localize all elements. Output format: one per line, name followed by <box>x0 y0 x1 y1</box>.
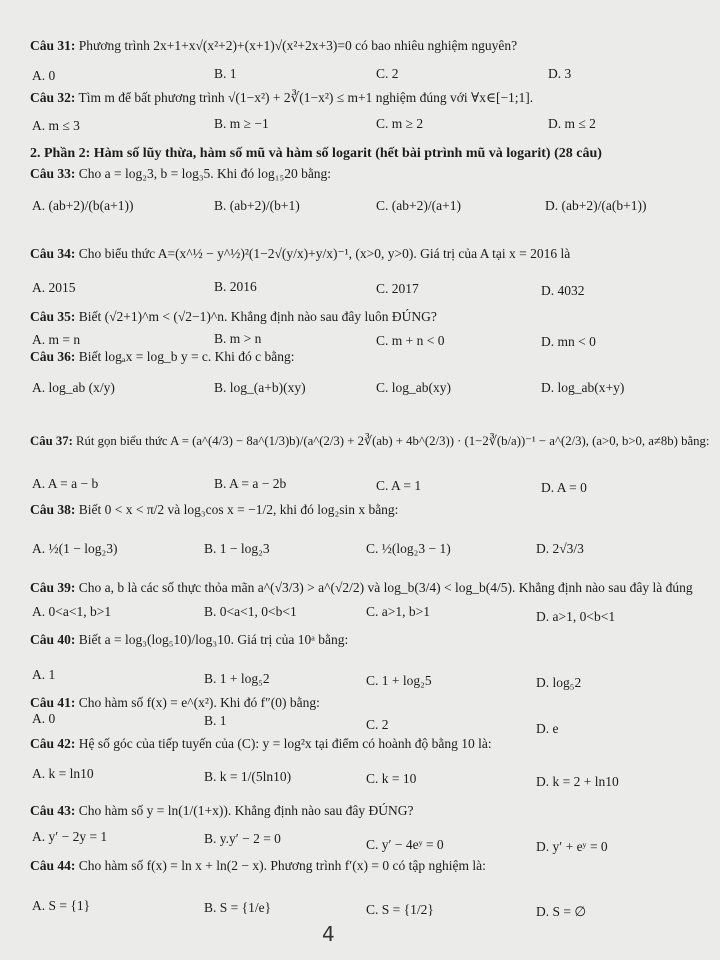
question-39: Câu 39: Cho a, b là các số thực thỏa mãn a^(√3/3) > a^(√2/2) và log_b(3/4) < log_b(4/5). Khẳng định nào sau đây là đúng <box>30 580 693 595</box>
q37-answer-b: B. A = a − 2b <box>214 476 287 491</box>
q33-answer-d: D. (ab+2)/(a(b+1)) <box>545 198 647 213</box>
q31-answer-c: C. 2 <box>376 66 399 81</box>
q31-answer-d: D. 3 <box>548 66 572 81</box>
q32-answer-d: D. m ≤ 2 <box>548 116 596 131</box>
q36-answer-c: C. log_ab(xy) <box>376 380 451 395</box>
question-31: Câu 31: Phương trình 2x+1+x√(x²+2)+(x+1)√(x²+2x+3)=0 có bao nhiêu nghiệm nguyên? <box>30 38 518 53</box>
q43-answer-a: A. y′ − 2y = 1 <box>32 829 108 844</box>
q42-answer-a: A. k = ln10 <box>32 766 94 781</box>
q35-answer-a: A. m = n <box>32 332 81 347</box>
q41-answer-d: D. e <box>536 721 559 736</box>
page-number: 4 <box>322 922 335 946</box>
q42-answer-b: B. k = 1/(5ln10) <box>204 769 292 784</box>
q44-answer-b: B. S = {1/e} <box>204 900 272 915</box>
q43-answer-b: B. y.y′ − 2 = 0 <box>204 831 281 846</box>
question-41: Câu 41: Cho hàm số f(x) = e^(x²). Khi đó f″(0) bằng: <box>30 695 320 710</box>
q34-answer-c: C. 2017 <box>376 281 419 296</box>
question-44: Câu 44: Cho hàm số f(x) = ln x + ln(2 − x). Phương trình f′(x) = 0 có tập nghiệm là: <box>30 858 486 873</box>
q34-answer-b: B. 2016 <box>214 279 257 294</box>
section-heading: 2. Phần 2: Hàm số lũy thừa, hàm số mũ và hàm số logarit (hết bài ptrình mũ và logarit) (28 câu) <box>30 146 602 161</box>
q39-answer-c: C. a>1, b>1 <box>366 604 430 619</box>
q42-answer-c: C. k = 10 <box>366 771 417 786</box>
question-32: Câu 32: Tìm m để bất phương trình √(1−x²) + 2∛(1−x²) ≤ m+1 nghiệm đúng với ∀x∈[−1;1]. <box>30 90 534 105</box>
q31-answer-a: A. 0 <box>32 68 56 83</box>
q40-answer-a: A. 1 <box>32 667 56 682</box>
q37-answer-d: D. A = 0 <box>541 480 587 495</box>
q38-answer-b: B. 1 − log₂3 <box>204 541 270 556</box>
question-42: Câu 42: Hệ số góc của tiếp tuyến của (C): y = log²x tại điểm có hoành độ bằng 10 là: <box>30 736 492 751</box>
question-43: Câu 43: Cho hàm số y = ln(1/(1+x)). Khẳng định nào sau đây ĐÚNG? <box>30 803 414 818</box>
q42-answer-d: D. k = 2 + ln10 <box>536 774 619 789</box>
q32-answer-c: C. m ≥ 2 <box>376 116 424 131</box>
q38-answer-a: A. ½(1 − log₂3) <box>32 541 118 556</box>
q39-answer-a: A. 0<a<1, b>1 <box>32 604 112 619</box>
q36-answer-a: A. log_ab (x/y) <box>32 380 115 395</box>
q43-answer-d: D. y′ + eʸ = 0 <box>536 839 608 854</box>
question-37: Câu 37: Rút gọn biểu thức A = (a^(4/3) − 8a^(1/3)b)/(a^(2/3) + 2∛(ab) + 4b^(2/3)) · (1−2∛(b/a))⁻¹ − a^(2/3), (a>0, b>0, a≠8b) bằng: <box>30 434 710 448</box>
q37-answer-c: C. A = 1 <box>376 478 422 493</box>
q31-answer-b: B. 1 <box>214 66 237 81</box>
q32-answer-b: B. m ≥ −1 <box>214 116 269 131</box>
q41-answer-a: A. 0 <box>32 711 56 726</box>
q33-answer-b: B. (ab+2)/(b+1) <box>214 198 300 213</box>
q33-answer-a: A. (ab+2)/(b(a+1)) <box>32 198 134 213</box>
q37-answer-a: A. A = a − b <box>32 476 99 491</box>
question-38: Câu 38: Biết 0 < x < π/2 và log₃cos x = −1/2, khi đó log₂sin x bằng: <box>30 502 399 517</box>
q32-answer-a: A. m ≤ 3 <box>32 118 80 133</box>
q36-answer-b: B. log_(a+b)(xy) <box>214 380 306 395</box>
q38-answer-c: C. ½(log₂3 − 1) <box>366 541 451 556</box>
q44-answer-c: C. S = {1/2} <box>366 902 434 917</box>
q33-answer-c: C. (ab+2)/(a+1) <box>376 198 461 213</box>
q44-answer-a: A. S = {1} <box>32 898 91 913</box>
q40-answer-c: C. 1 + log₂5 <box>366 673 432 688</box>
q41-answer-c: C. 2 <box>366 717 389 732</box>
question-36: Câu 36: Biết logₐx = log_b y = c. Khi đó c bằng: <box>30 349 295 364</box>
q43-answer-c: C. y′ − 4eʸ = 0 <box>366 837 444 852</box>
question-33: Câu 33: Cho a = log₂3, b = log₃5. Khi đó log₁₅20 bằng: <box>30 166 332 181</box>
q36-answer-d: D. log_ab(x+y) <box>541 380 625 395</box>
q35-answer-b: B. m > n <box>214 331 262 346</box>
q34-answer-a: A. 2015 <box>32 280 76 295</box>
q39-answer-b: B. 0<a<1, 0<b<1 <box>204 604 297 619</box>
q34-answer-d: D. 4032 <box>541 283 585 298</box>
question-40: Câu 40: Biết a = log₃(log₅10)/log₃10. Giá trị của 10ᵃ bằng: <box>30 632 349 647</box>
q38-answer-d: D. 2√3/3 <box>536 541 584 556</box>
q39-answer-d: D. a>1, 0<b<1 <box>536 609 616 624</box>
q44-answer-d: D. S = ∅ <box>536 904 587 919</box>
q40-answer-d: D. log₅2 <box>536 675 582 690</box>
q35-answer-d: D. mn < 0 <box>541 334 596 349</box>
q35-answer-c: C. m + n < 0 <box>376 333 445 348</box>
q41-answer-b: B. 1 <box>204 713 227 728</box>
question-34: Câu 34: Cho biểu thức A=(x^½ − y^½)²(1−2√(y/x)+y/x)⁻¹, (x>0, y>0). Giá trị của A tại x = 2016 là <box>30 246 571 261</box>
q40-answer-b: B. 1 + log₅2 <box>204 671 270 686</box>
question-35: Câu 35: Biết (√2+1)^m < (√2−1)^n. Khẳng định nào sau đây luôn ĐÚNG? <box>30 309 437 324</box>
